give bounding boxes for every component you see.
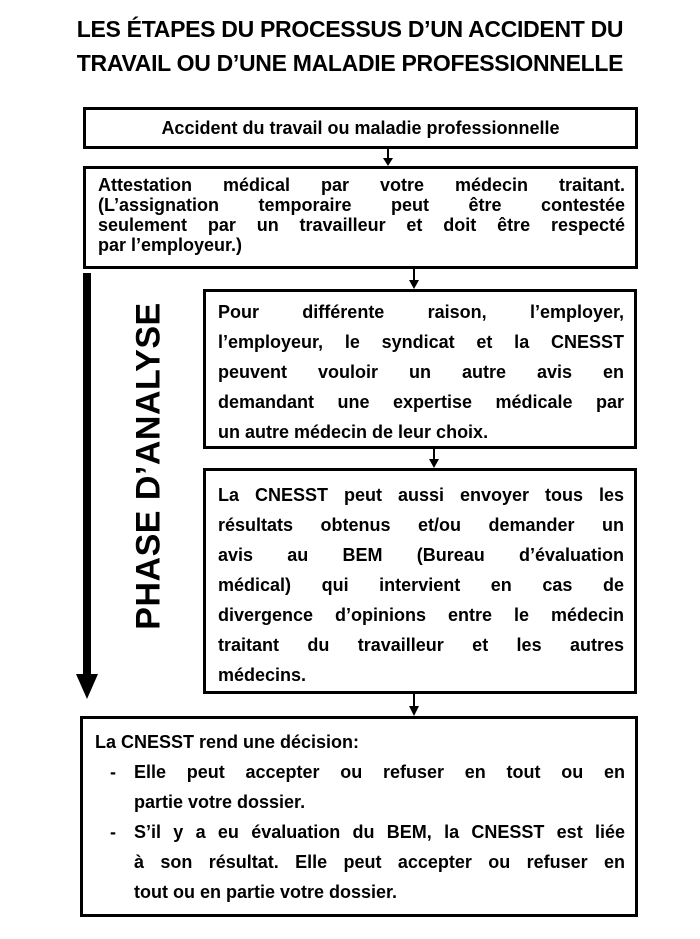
step-accident-text: Accident du travail ou maladie professionnelle [161,117,560,138]
step-bem-line: avis au BEM (Bureau d’évaluation [218,545,624,565]
step-second-opinion-box [203,289,637,449]
decision-bullet-line: partie votre dossier. [134,792,306,812]
step-medical-certificate-line: par l’employeur.) [98,235,243,255]
step-second-opinion-line: Pour différente raison, l’employer, [218,302,624,322]
step-decision-heading: La CNESST rend une décision: [95,732,360,752]
decision-bullet-line: à son résultat. Elle peut accepter ou refuser en [134,852,625,872]
step-bem-line: résultats obtenus et/ou demander un [218,515,624,535]
decision-bullet [110,757,625,817]
decision-bullet-text [134,817,625,907]
decision-bullet [110,817,625,907]
step-medical-certificate-line: seulement par un travailleur et doit être respecté [98,215,625,235]
arrow-step2-to-step3-icon [409,269,419,289]
step-second-opinion-line: l’employeur, le syndicat et la CNESST [218,332,624,352]
arrow-step4-to-step5-icon [409,694,419,716]
step-second-opinion-line: un autre médecin de leur choix. [218,422,489,442]
diagram-title-line-2: TRAVAIL OU D’UNE MALADIE PROFESSIONNELLE [76,50,624,76]
step-bem-line: La CNESST peut aussi envoyer tous les [218,485,624,505]
step-second-opinion-line: peuvent vouloir un autre avis en [218,362,624,382]
step-medical-certificate-box [83,166,638,269]
bullet-dash: - [110,762,116,782]
step-decision-box [80,716,638,917]
step-bem-line: médical) qui intervient en cas de [218,575,624,595]
decision-bullet-line: Elle peut accepter ou refuser en tout ou en [134,762,625,782]
bullet-dash: - [110,822,116,842]
phase-analysis-label: PHASE D’ANALYSE [129,302,168,630]
arrow-step1-to-step2-icon [383,149,393,166]
diagram-title-line-1: LES ÉTAPES DU PROCESSUS D’UN ACCIDENT DU [76,16,624,42]
step-bem-box [203,468,637,694]
arrow-step3-to-step4-icon [429,449,439,468]
step-accident-box [83,107,638,149]
step-bem-line: traitant du travailleur et les autres [218,635,624,655]
decision-bullet-line: S’il y a eu évaluation du BEM, la CNESST est liée [134,822,625,842]
step-medical-certificate-line: (L’assignation temporaire peut être contestée [98,195,625,215]
step-second-opinion-line: demandant une expertise médicale par [218,392,624,412]
phase-arrow-down-icon [76,273,98,699]
decision-bullet-text [134,757,625,817]
step-bem-line: divergence d’opinions entre le médecin [218,605,624,625]
step-medical-certificate-line: Attestation médical par votre médecin traitant. [98,175,625,195]
step-bem-line: médecins. [218,665,307,685]
decision-bullet-line: tout ou en partie votre dossier. [134,882,398,902]
